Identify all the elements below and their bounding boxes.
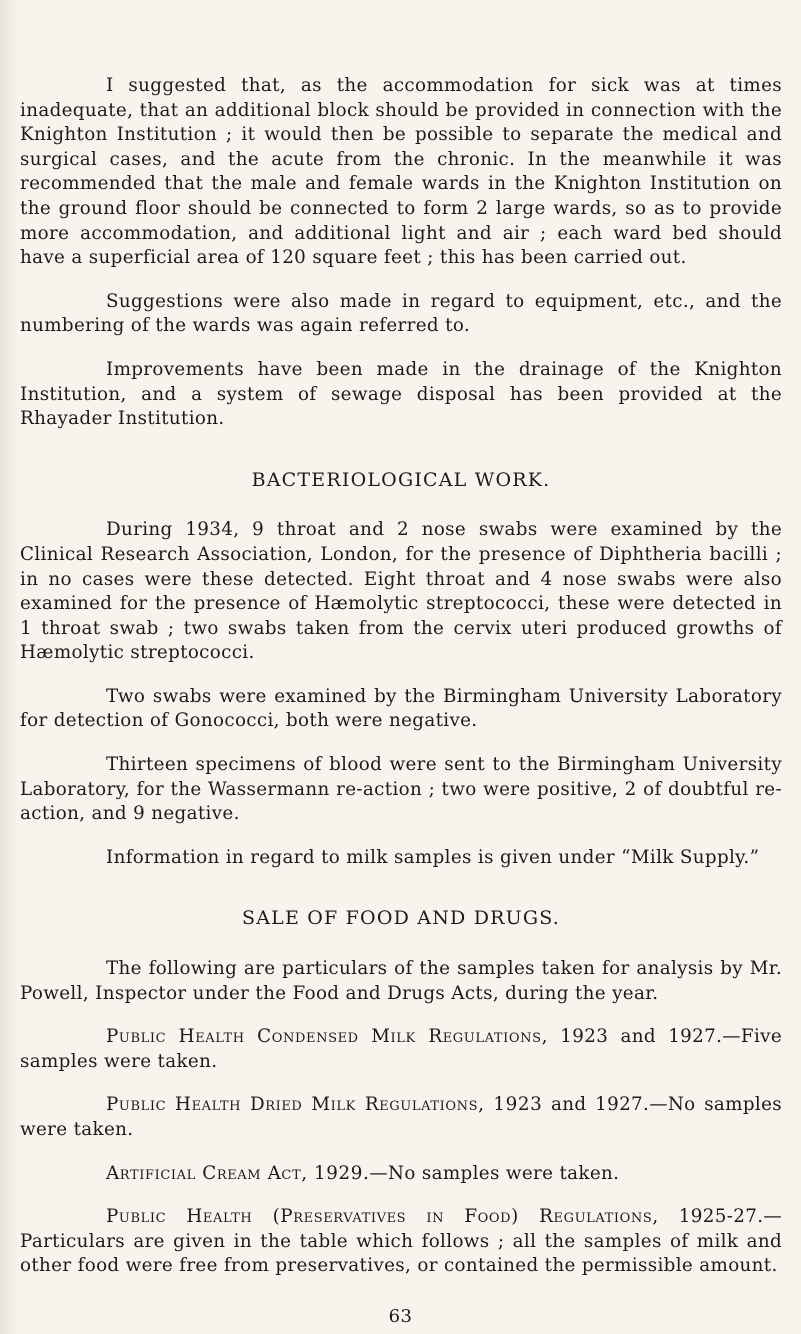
regulation-title: Public Health Dried Milk Regulations, 1923	[106, 1094, 543, 1116]
regulation-text: 1923 and 1927.—Five samples were taken.	[20, 1026, 782, 1072]
regulation-title: Public Health (Preservatives in Food) Regulations,	[106, 1206, 659, 1228]
regulation-title: Artificial Cream Act, 1929.	[106, 1162, 370, 1184]
paragraph-gonococci: Two swabs were examined by the Birmingham University Laboratory for detection of Gonococci, both were negative.	[20, 685, 782, 732]
regulation-text: —No samples were taken.	[369, 1162, 620, 1184]
regulation-title: Public Health Condensed Milk Regulations,	[106, 1026, 549, 1048]
regulation-dried-milk	[20, 1093, 782, 1142]
paragraph-swabs: During 1934, 9 throat and 2 nose swabs were examined by the Clinical Research Association, London, for the presence of Diphtheria bacilli ; in no cases were these detected. Eight throat and 4 nose swabs were also examined for the presence of Hæmolytic streptococci, these were detected in 1 throat swab ; two swabs taken from the cervix uteri produced growths of Hæmolytic streptococci.	[20, 519, 782, 664]
regulation-condensed-milk	[20, 1025, 782, 1074]
regulation-text: and 1927.—No samples were taken.	[20, 1094, 783, 1140]
page-fold-shadow	[0, 0, 18, 1334]
paragraph-wassermann: Thirteen specimens of blood were sent to the Birmingham University Laboratory, for the Wassermann re-action ; two were positive, 2 of doubtful re-action, and 9 negative.	[20, 754, 782, 825]
page-body	[20, 74, 782, 1279]
paragraph-accommodation: I suggested that, as the accommodation for sick was at times inadequate, that an additional block should be provided in connection with the Knighton Institution ; it would then be possible to separate the medical and surgical cases, and the acute from the chronic. In the meanwhile it was recommended that the male and female wards in the Knighton Institution on the ground floor should be connected to form 2 large wards, so as to provide more accommodation, and additional light and air ; each ward bed should have a superficial area of 120 square feet ; this has been carried out.	[20, 75, 782, 269]
paragraph-equipment: Suggestions were also made in regard to equipment, etc., and the numbering of the wards was again referred to.	[20, 290, 782, 337]
regulation-artificial-cream	[20, 1162, 782, 1187]
milk-reference-lead: Information in regard to milk samples is given under	[106, 846, 615, 868]
heading-food-drugs: SALE OF FOOD AND DRUGS.	[242, 907, 560, 930]
regulation-text: 1925-27.—Particulars are given in the table which follows ; all the samples of milk and other food were free from preservatives, or contained the permissible amount.	[20, 1206, 782, 1277]
paragraph-milk-reference	[20, 846, 782, 871]
milk-reference-title: “Milk Supply.”	[621, 846, 760, 868]
heading-bacteriological: BACTERIOLOGICAL WORK.	[251, 468, 551, 491]
page-number: 63	[388, 1306, 413, 1327]
regulation-preservatives	[20, 1205, 782, 1279]
paragraph-food-intro: The following are particulars of the samples taken for analysis by Mr. Powell, Inspector under the Food and Drugs Acts, during the year.	[20, 958, 782, 1004]
paragraph-drainage: Improvements have been made in the drainage of the Knighton Institution, and a system of sewage disposal has been provided at the Rhayader Institution.	[20, 358, 782, 430]
